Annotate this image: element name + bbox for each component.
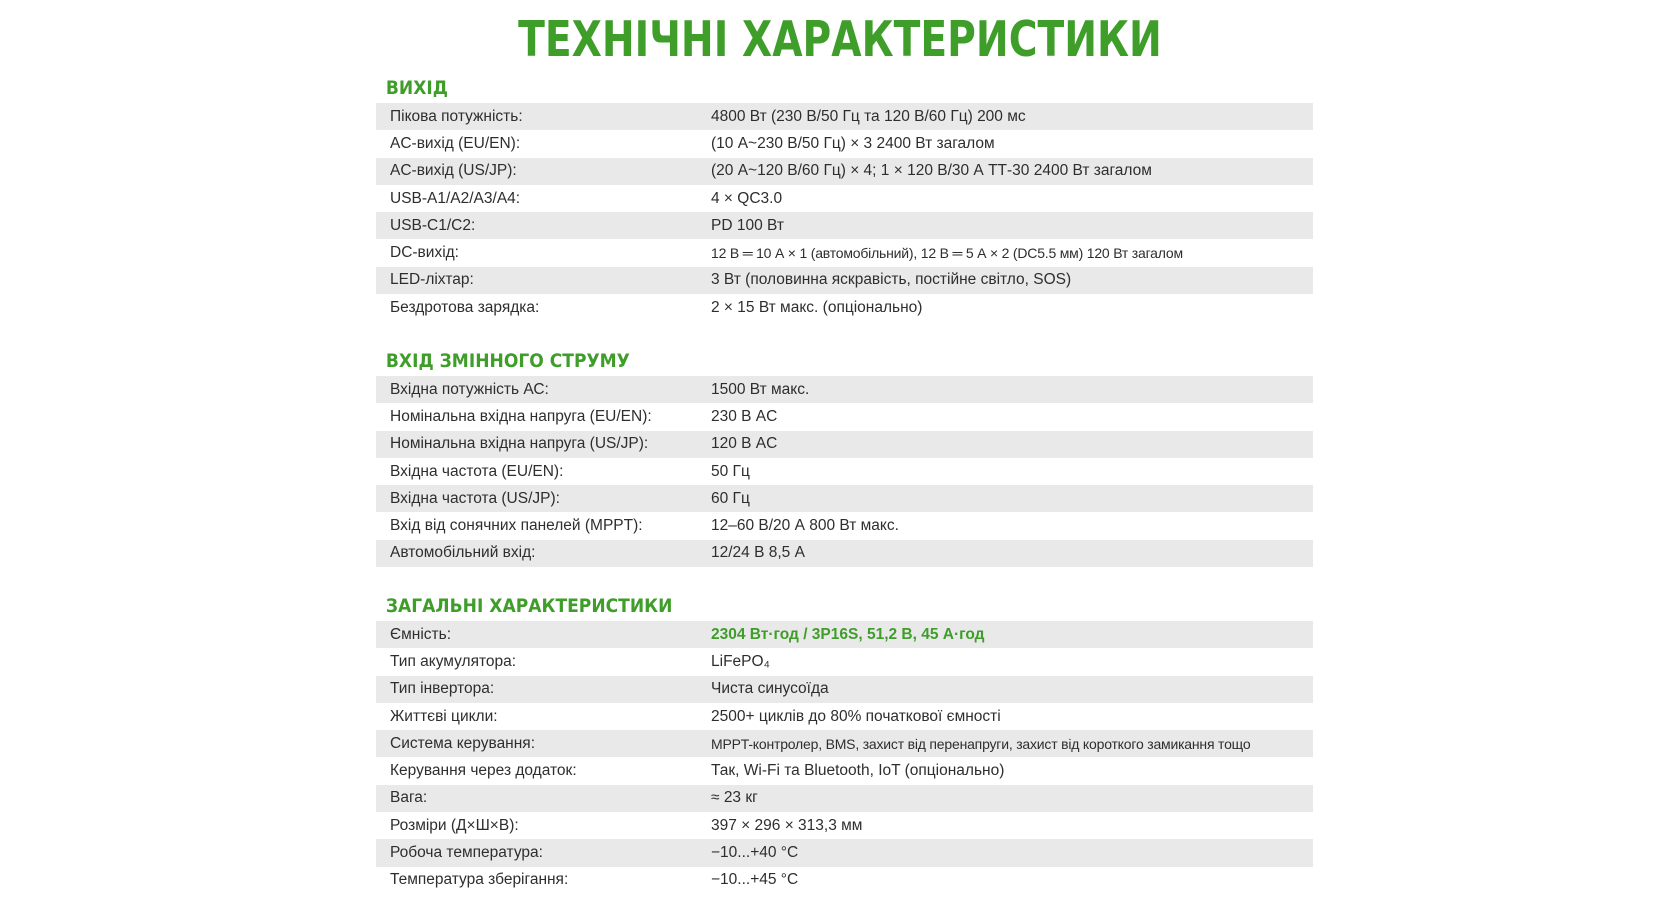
- spec-label: Тип акумулятора:: [390, 652, 517, 670]
- spec-row: [376, 130, 1313, 157]
- spec-label: Вхід від сонячних панелей (MPPT):: [390, 517, 643, 535]
- spec-row: [376, 267, 1313, 294]
- spec-value: 2500+ циклів до 80% початкової ємності: [711, 707, 1001, 725]
- spec-row: [376, 703, 1313, 730]
- spec-row: [376, 212, 1313, 239]
- spec-label: Автомобільний вхід:: [390, 544, 536, 562]
- spec-label: Робоча температура:: [390, 844, 543, 862]
- spec-label: Номінальна вхідна напруга (EU/EN):: [390, 407, 652, 425]
- page-title: ТЕХНІЧНІ ХАРАКТЕРИСТИКИ: [518, 11, 1162, 68]
- spec-row: [376, 103, 1313, 130]
- spec-row: [376, 867, 1313, 894]
- spec-value: LiFePO₄: [711, 652, 770, 670]
- spec-value: PD 100 Вт: [711, 216, 784, 234]
- spec-label: Вхідна частота (US/JP):: [390, 489, 560, 507]
- spec-row: [376, 185, 1313, 212]
- spec-label: Система керування:: [390, 734, 536, 752]
- spec-value-highlight: 2304 Вт·год / 3P16S, 51,2 В, 45 А·год: [711, 625, 985, 643]
- spec-label: Тип інвертора:: [390, 680, 495, 698]
- spec-label: DC-вихід:: [390, 244, 459, 262]
- spec-label: Вага:: [390, 789, 428, 807]
- spec-value: 120 В AC: [711, 435, 778, 453]
- section-ac-input: [376, 346, 1313, 567]
- spec-label: LED-ліхтар:: [390, 271, 474, 289]
- spec-value: 60 Гц: [711, 489, 750, 507]
- section-title: ВХІД ЗМІННОГО СТРУМУ: [385, 350, 630, 372]
- spec-row: [376, 403, 1313, 430]
- spec-value: 4800 Вт (230 В/50 Гц та 120 В/60 Гц) 200 мс: [711, 107, 1026, 125]
- spec-row: [376, 621, 1313, 648]
- spec-row: [376, 730, 1313, 757]
- spec-value: 4 × QC3.0: [711, 189, 783, 207]
- spec-value: MPPT-контролер, BMS, захист від перенапруги, захист від короткого замикання тощо: [711, 735, 1251, 752]
- section-title: ВИХІД: [385, 77, 449, 99]
- spec-label: AC-вихід (EU/EN):: [390, 134, 521, 152]
- spec-value: 12/24 В 8,5 А: [711, 544, 805, 562]
- spec-value: 2 × 15 Вт макс. (опціонально): [711, 298, 923, 316]
- spec-value: 397 × 296 × 313,3 мм: [711, 816, 863, 834]
- spec-value: 1500 Вт макс.: [711, 380, 810, 398]
- spec-label: Номінальна вхідна напруга (US/JP):: [390, 435, 649, 453]
- spec-row: [376, 485, 1313, 512]
- spec-row: [376, 812, 1313, 839]
- spec-label: Життєві цикли:: [390, 707, 498, 725]
- spec-row: [376, 376, 1313, 403]
- section-general: [376, 591, 1313, 894]
- spec-value: Чиста синусоїда: [711, 680, 829, 698]
- spec-value: 3 Вт (половинна яскравість, постійне світло, SOS): [711, 271, 1072, 289]
- section-output: [376, 73, 1313, 321]
- spec-value: 12 В ═ 10 А × 1 (автомобільний), 12 В ═ 5 А × 2 (DC5.5 мм) 120 Вт загалом: [711, 245, 1183, 262]
- spec-row: [376, 676, 1313, 703]
- spec-value: 50 Гц: [711, 462, 750, 480]
- spec-label: Керування через додаток:: [390, 762, 577, 780]
- spec-row: [376, 239, 1313, 266]
- spec-label: AC-вихід (US/JP):: [390, 162, 517, 180]
- spec-label: Бездротова зарядка:: [390, 298, 540, 316]
- spec-value: 12–60 В/20 А 800 Вт макс.: [711, 517, 899, 535]
- spec-row: [376, 158, 1313, 185]
- spec-row: [376, 648, 1313, 675]
- spec-value: −10...+40 °С: [711, 844, 799, 862]
- spec-row: [376, 431, 1313, 458]
- spec-label: Ємність:: [390, 625, 452, 643]
- spec-row: [376, 785, 1313, 812]
- spec-value: −10...+45 °С: [711, 871, 799, 889]
- spec-value: (10 А~230 В/50 Гц) × 3 2400 Вт загалом: [711, 134, 995, 152]
- spec-row: [376, 512, 1313, 539]
- spec-value: Так, Wi-Fi та Bluetooth, IoT (опціонально): [711, 762, 1005, 780]
- spec-label: Температура зберігання:: [390, 871, 569, 889]
- spec-row: [376, 540, 1313, 567]
- spec-label: USB-C1/C2:: [390, 216, 476, 234]
- spec-label: Вхідна частота (EU/EN):: [390, 462, 564, 480]
- spec-value: 230 В AC: [711, 407, 778, 425]
- spec-label: Розміри (Д×Ш×В):: [390, 816, 519, 834]
- spec-label: Вхідна потужність АС:: [390, 380, 549, 398]
- spec-row: [376, 458, 1313, 485]
- spec-row: [376, 757, 1313, 784]
- spec-row: [376, 839, 1313, 866]
- spec-value: (20 А~120 В/60 Гц) × 4; 1 × 120 В/30 А ТТ-30 2400 Вт загалом: [711, 162, 1152, 180]
- spec-row: [376, 294, 1313, 321]
- section-title: ЗАГАЛЬНІ ХАРАКТЕРИСТИКИ: [385, 595, 673, 617]
- spec-label: Пікова потужність:: [390, 107, 523, 125]
- spec-value: ≈ 23 кг: [711, 789, 758, 807]
- spec-label: USB-A1/A2/A3/A4:: [390, 189, 521, 207]
